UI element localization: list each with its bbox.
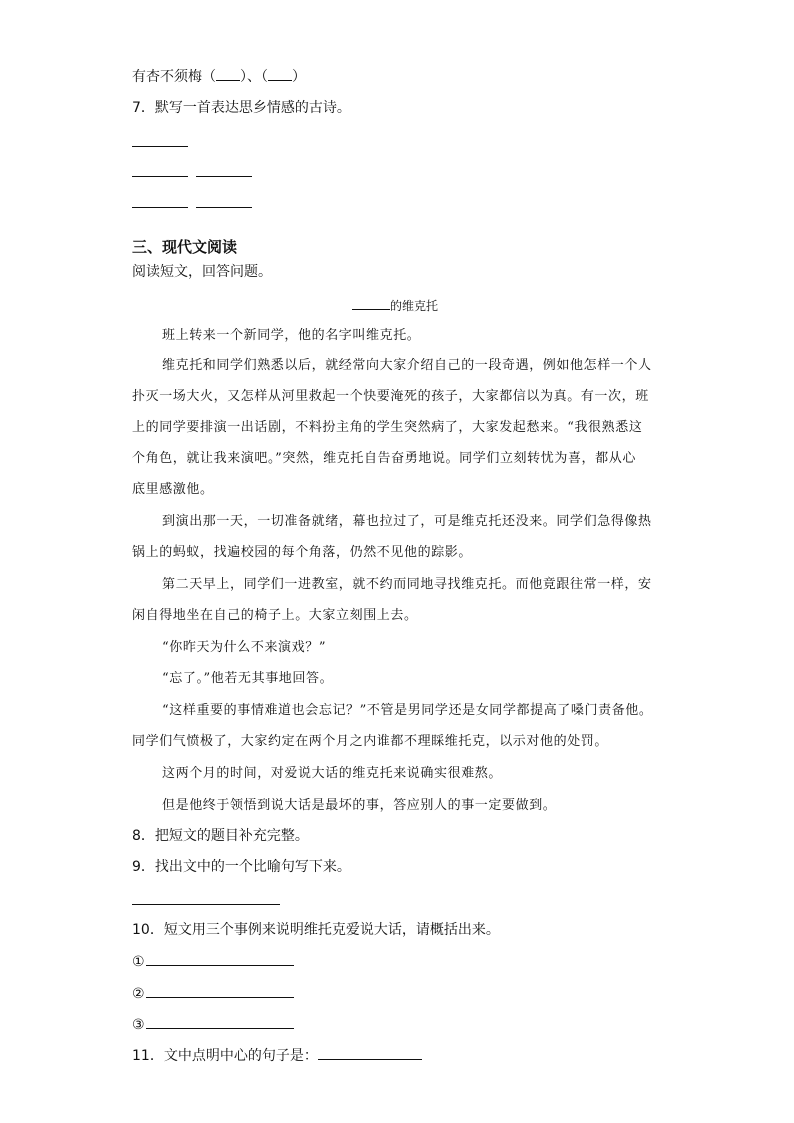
passage-line: 上的同学要排演一出话剧，不料扮主角的学生突然病了，大家发起愁来。“我很熟悉这 xyxy=(132,420,643,435)
circled-number: ① xyxy=(132,954,145,970)
q6-separator: ）、（ xyxy=(240,69,268,85)
q6-tail-line xyxy=(132,66,306,87)
passage-line: 维克托和同学们熟悉以后，就经常向大家介绍自己的一段奇遇，例如他怎样一个人 xyxy=(162,358,652,373)
title-blank[interactable] xyxy=(352,297,390,310)
q6-end: ） xyxy=(292,69,306,85)
passage-line: 但是他终于领悟到说大话是最坏的事，答应别人的事一定要做到。 xyxy=(162,798,557,813)
passage-line: 底里感激他。 xyxy=(132,482,214,497)
q10-answer-1 xyxy=(132,951,294,972)
passage-line: 锅上的蚂蚁，找遍校园的每个角落，仍然不见他的踪影。 xyxy=(132,545,473,560)
q10-answer-2 xyxy=(132,983,294,1004)
q11-question: 11．文中点明中心的句子是： xyxy=(132,1048,318,1064)
passage-line: 个角色，就让我来演吧。”突然，维克托自告奋勇地说。同学们立刻转忧为喜，都从心 xyxy=(132,451,636,466)
answer-blank[interactable] xyxy=(146,951,294,966)
circled-number: ② xyxy=(132,986,145,1002)
passage-line: 到演出那一天，一切准备就绪，幕也拉过了，可是维克托还没来。同学们急得像热 xyxy=(162,514,652,529)
q9-question: 9．找出文中的一个比喻句写下来。 xyxy=(132,859,351,875)
section-heading: 三、现代文阅读 xyxy=(132,238,238,256)
answer-blank[interactable] xyxy=(146,983,294,998)
answer-line[interactable] xyxy=(132,904,280,905)
q7-question: 7．默写一首表达思乡情感的古诗。 xyxy=(132,100,351,116)
answer-line[interactable] xyxy=(196,176,252,177)
circled-number: ③ xyxy=(132,1017,145,1033)
answer-line[interactable] xyxy=(132,176,188,177)
passage-line: 这两个月的时间，对爱说大话的维克托来说确实很难熬。 xyxy=(162,766,503,781)
answer-line[interactable] xyxy=(132,146,188,147)
passage-title-suffix: 的维克托 xyxy=(390,299,439,313)
answer-blank[interactable] xyxy=(268,66,292,81)
answer-line[interactable] xyxy=(132,207,188,208)
answer-blank[interactable] xyxy=(318,1045,422,1060)
passage-line: “这样重要的事情难道也会忘记？”不管是男同学还是女同学都提高了嗓门责备他。 xyxy=(162,703,653,718)
q11-line xyxy=(132,1045,422,1066)
q10-answer-3 xyxy=(132,1014,294,1035)
q10-question: 10．短文用三个事例来说明维托克爱说大话，请概括出来。 xyxy=(132,922,500,938)
section-instruction: 阅读短文，回答问题。 xyxy=(132,264,272,280)
answer-blank[interactable] xyxy=(216,66,240,81)
passage-line: 闲自得地坐在自己的椅子上。大家立刻围上去。 xyxy=(132,608,418,623)
passage-line: 班上转来一个新同学，他的名字叫维克托。 xyxy=(162,328,421,343)
answer-line[interactable] xyxy=(196,207,252,208)
q8-question: 8．把短文的题目补充完整。 xyxy=(132,828,309,844)
passage-line: “你昨天为什么不来演戏？” xyxy=(162,640,327,655)
q6-text: 有杏不须梅（ xyxy=(132,69,216,85)
passage-title xyxy=(352,297,438,314)
passage-line: 同学们气愤极了，大家约定在两个月之内谁都不理睬维托克，以示对他的处罚。 xyxy=(132,734,609,749)
answer-blank[interactable] xyxy=(146,1014,294,1029)
passage-line: 扑灭一场大火，又怎样从河里救起一个快要淹死的孩子，大家都信以为真。有一次，班 xyxy=(132,389,649,404)
passage-line: 第二天早上，同学们一进教室，就不约而同地寻找维克托。而他竟跟往常一样，安 xyxy=(162,577,652,592)
passage-line: “忘了。”他若无其事地回答。 xyxy=(162,671,334,686)
